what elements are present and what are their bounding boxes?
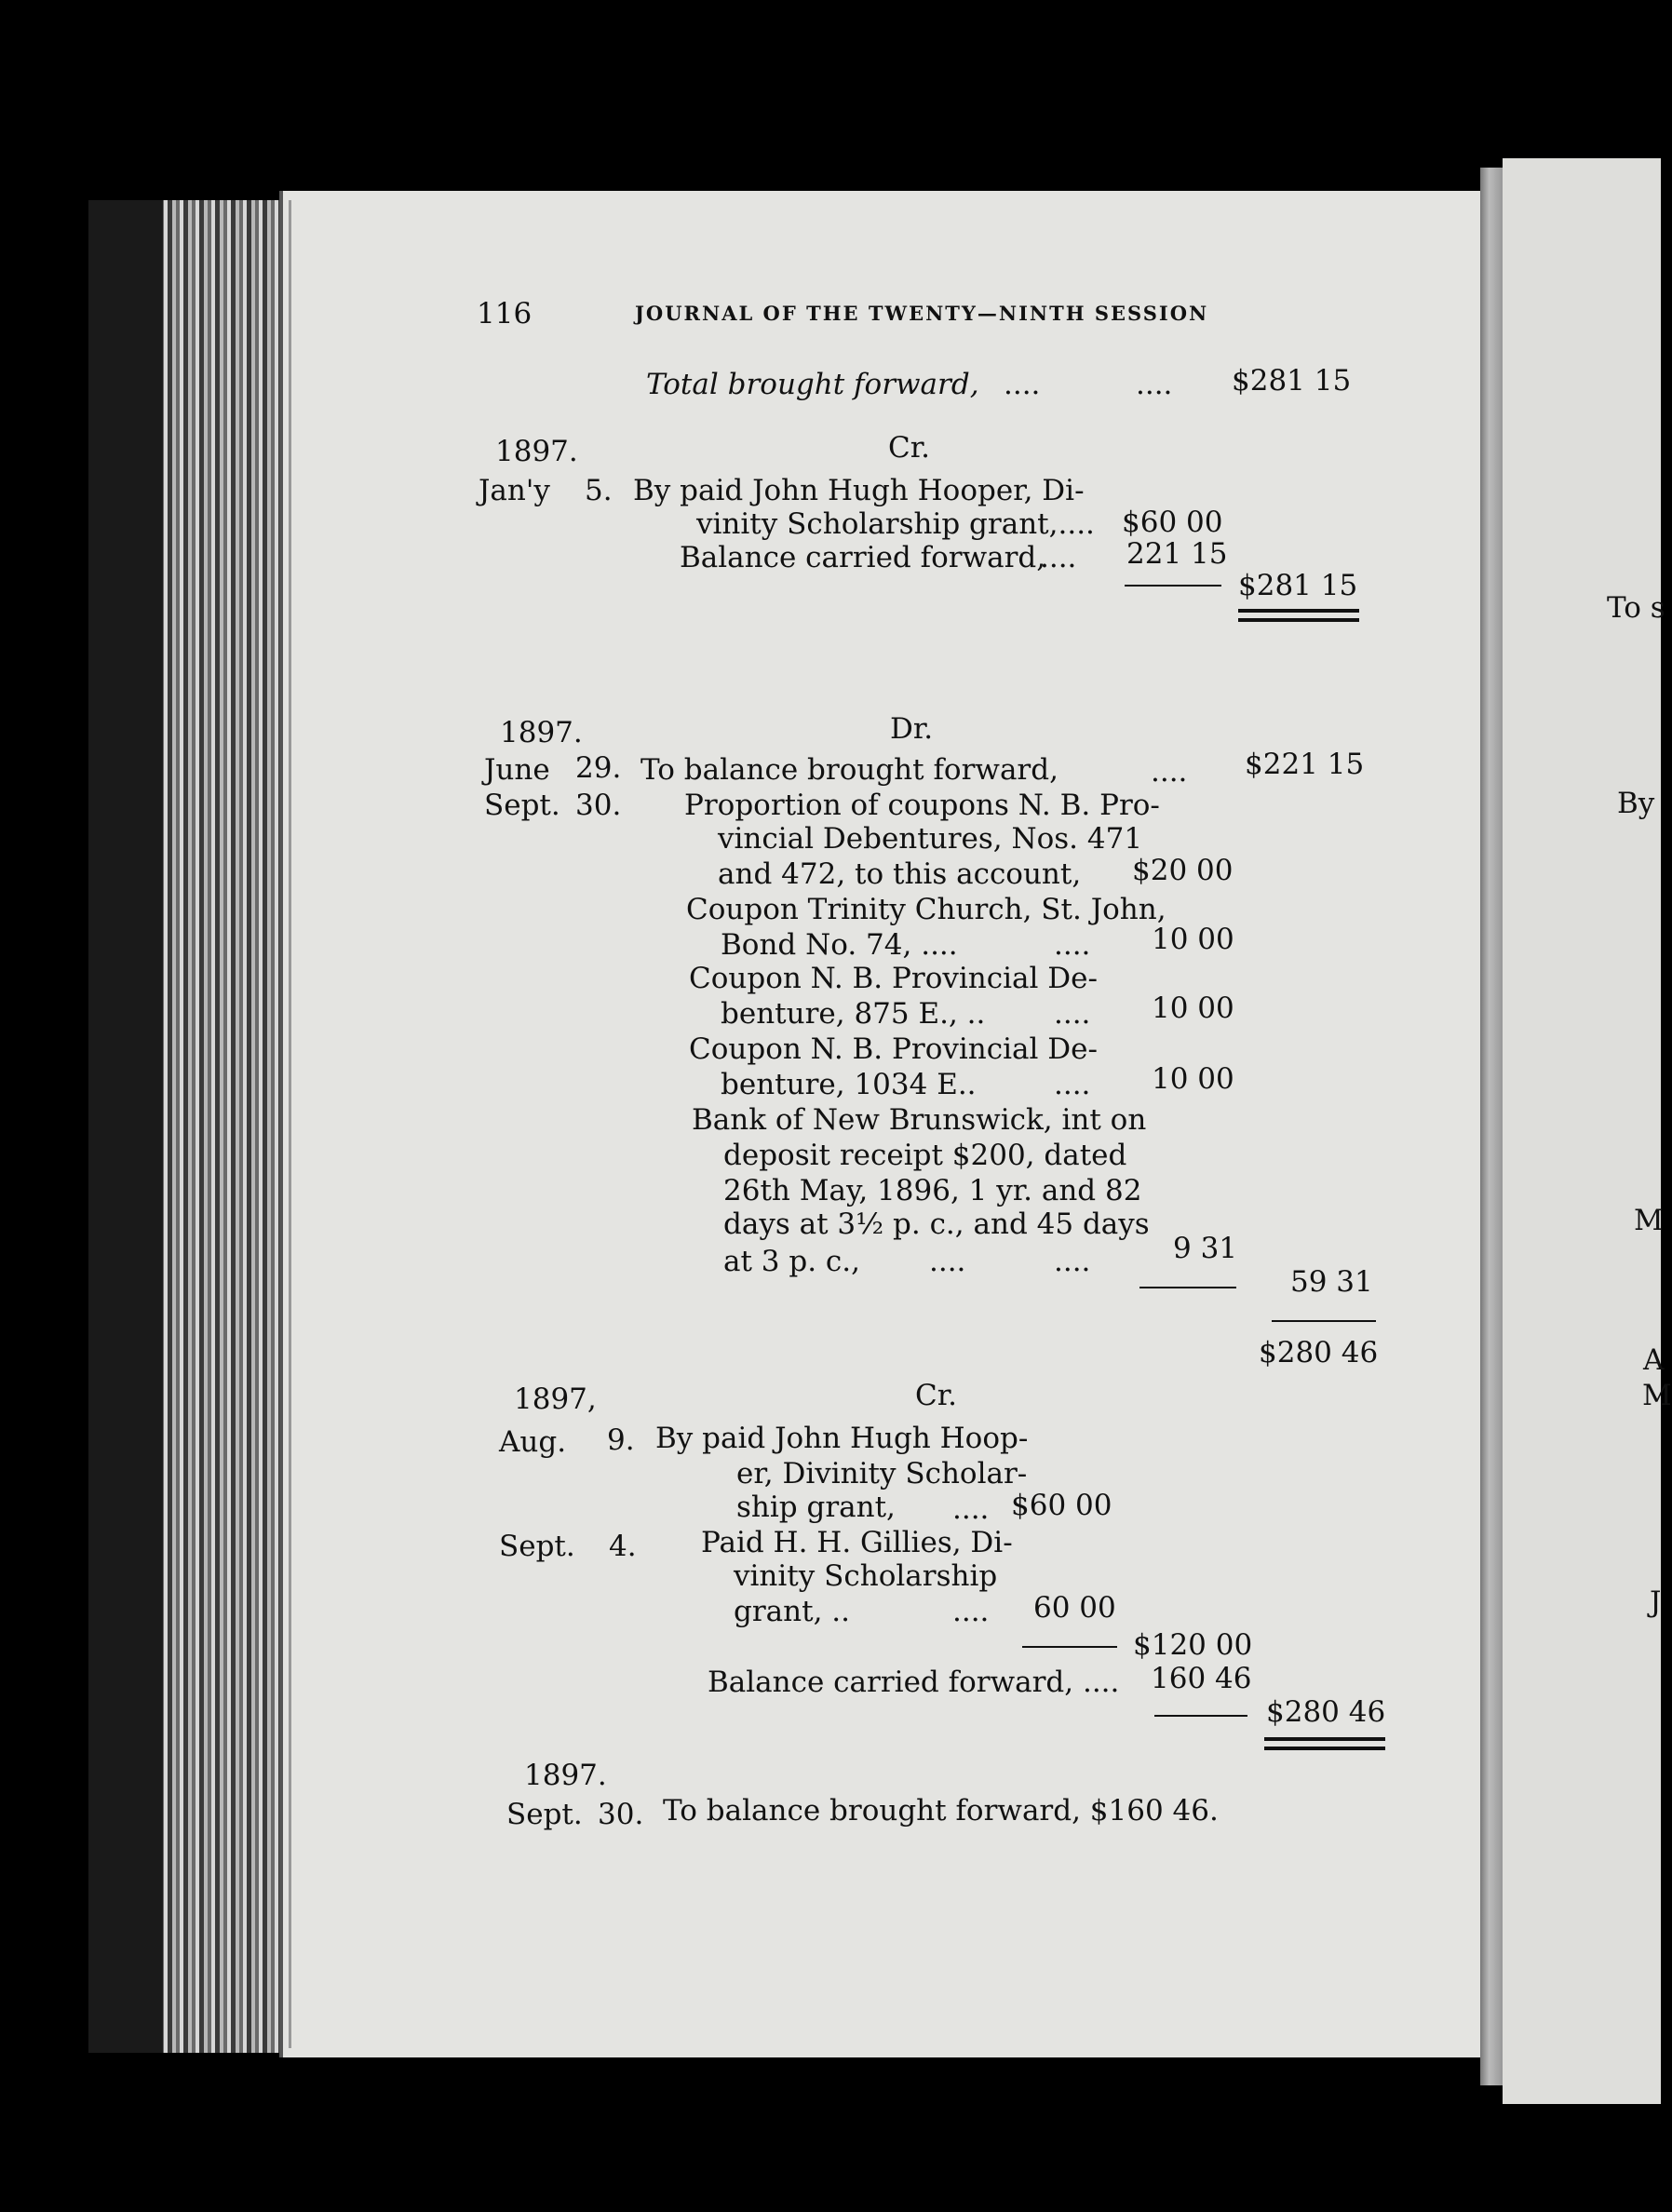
entry-text: Proportion of coupons N. B. Pro-: [684, 789, 1160, 822]
total-forward-label: Total brought forward,: [646, 368, 979, 401]
entry-text: To balance brought forward,: [640, 753, 1058, 787]
entry-amount: $221 15: [1245, 748, 1365, 781]
double-rule: [1264, 1747, 1385, 1750]
entry-text: grant, ..: [734, 1595, 850, 1628]
entry-month: Sept.: [499, 1530, 575, 1563]
entry-text: ship grant,: [736, 1490, 896, 1524]
facing-page-fragment: To s: [1607, 591, 1665, 625]
entry-text: By paid John Hugh Hoop-: [655, 1422, 1029, 1455]
section3-subtotal: $120 00: [1133, 1628, 1253, 1662]
entry-text: vinity Scholarship: [734, 1559, 998, 1593]
leader-dots: ....: [1136, 368, 1173, 401]
entry-day: 30.: [598, 1798, 644, 1831]
entry-amount: $20 00: [1132, 854, 1234, 887]
leader-dots: ....: [1054, 1068, 1091, 1101]
sum-rule: [1125, 585, 1221, 587]
facing-page-fragment: By: [1617, 787, 1655, 820]
entry-text: benture, 1034 E..: [721, 1068, 977, 1101]
facing-page-fragment: A: [1643, 1343, 1665, 1377]
entry-month: Aug.: [499, 1425, 567, 1459]
entry-text: Coupon Trinity Church, St. John,: [686, 893, 1166, 926]
leader-dots: ....: [1054, 928, 1091, 962]
balance-amount: 160 46: [1151, 1662, 1252, 1695]
book-cover-edge: [88, 200, 163, 2053]
entry-text: benture, 875 E., ..: [721, 997, 986, 1031]
entry-month: Sept.: [506, 1798, 583, 1831]
entry-text: vincial Debentures, Nos. 471: [718, 822, 1143, 856]
entry-text: vinity Scholarship grant,....: [696, 507, 1095, 541]
section2-heading: Dr.: [890, 712, 934, 746]
entry-day: 29.: [575, 751, 622, 785]
entry-text: Bond No. 74, ....: [721, 928, 958, 962]
sum-rule: [1139, 1287, 1236, 1288]
balance-label: Balance carried forward, ....: [708, 1666, 1120, 1699]
facing-page-fragment: J: [1650, 1585, 1662, 1619]
section3-total: $280 46: [1266, 1695, 1386, 1729]
section2-year: 1897.: [500, 716, 583, 749]
leader-dots: ....: [1054, 1245, 1091, 1278]
book-gutter: [1480, 168, 1503, 2085]
entry-day: 30.: [575, 789, 622, 822]
running-title: JOURNAL OF THE TWENTY—NINTH SESSION: [635, 302, 1209, 325]
entry-text: Coupon N. B. Provincial De-: [689, 1032, 1098, 1066]
sum-rule: [1022, 1646, 1117, 1648]
balance-label: Balance carried forward,: [680, 541, 1046, 574]
section1-heading: Cr.: [888, 431, 930, 465]
entry-amount: 9 31: [1173, 1232, 1238, 1265]
entry-day: 4.: [609, 1530, 637, 1563]
entry-text: To balance brought forward, $160 46.: [663, 1794, 1219, 1828]
sum-rule: [1272, 1320, 1376, 1322]
entry-amount: $60 00: [1122, 506, 1223, 539]
entry-amount: 10 00: [1152, 1062, 1234, 1096]
entry-text: Paid H. H. Gillies, Di-: [701, 1526, 1013, 1559]
leader-dots: ....: [929, 1245, 966, 1278]
leader-dots: ....: [1040, 541, 1077, 574]
balance-amount: 221 15: [1126, 537, 1228, 571]
section2-subtotal: 59 31: [1290, 1265, 1373, 1299]
section1-year: 1897.: [495, 435, 578, 468]
leader-dots: ....: [1004, 368, 1041, 401]
entry-day: 5.: [585, 474, 613, 507]
entry-month: Sept.: [484, 789, 560, 822]
entry-amount: $60 00: [1011, 1489, 1112, 1522]
entry-text: at 3 p. c.,: [723, 1245, 860, 1278]
entry-month: June: [484, 753, 550, 787]
double-rule: [1264, 1737, 1385, 1741]
section3-heading: Cr.: [915, 1379, 957, 1412]
section1-total: $281 15: [1238, 569, 1358, 602]
entry-text: 26th May, 1896, 1 yr. and 82: [723, 1174, 1142, 1207]
facing-page-fragment: M: [1634, 1204, 1664, 1237]
entry-amount: 10 00: [1152, 991, 1234, 1025]
double-rule: [1238, 618, 1359, 622]
leader-dots: ....: [952, 1492, 990, 1526]
section3-year: 1897,: [514, 1382, 597, 1416]
entry-month: Jan'y: [479, 474, 550, 507]
facing-page-fragment: M: [1642, 1379, 1672, 1412]
entry-text: days at 3½ p. c., and 45 days: [723, 1207, 1150, 1241]
entry-text: er, Divinity Scholar-: [736, 1457, 1028, 1490]
section4-year: 1897.: [524, 1759, 607, 1792]
leader-dots: ....: [952, 1595, 990, 1628]
entry-text: By paid John Hugh Hooper, Di-: [633, 474, 1085, 507]
sum-rule: [1154, 1715, 1247, 1717]
leader-dots: ....: [1054, 997, 1091, 1031]
leader-dots: ....: [1151, 755, 1188, 789]
entry-text: Bank of New Brunswick, int on: [692, 1103, 1147, 1137]
entry-amount: 60 00: [1033, 1591, 1116, 1625]
entry-text: deposit receipt $200, dated: [723, 1139, 1127, 1172]
double-rule: [1238, 609, 1359, 613]
page-number: 116: [477, 297, 533, 330]
entry-amount: 10 00: [1152, 923, 1234, 956]
entry-text: Coupon N. B. Provincial De-: [689, 962, 1098, 995]
entry-day: 9.: [607, 1423, 635, 1457]
entry-text: and 472, to this account,: [718, 857, 1082, 891]
facing-page: [1503, 158, 1661, 2104]
total-forward-amount: $281 15: [1232, 364, 1352, 398]
section2-total: $280 46: [1259, 1336, 1379, 1369]
